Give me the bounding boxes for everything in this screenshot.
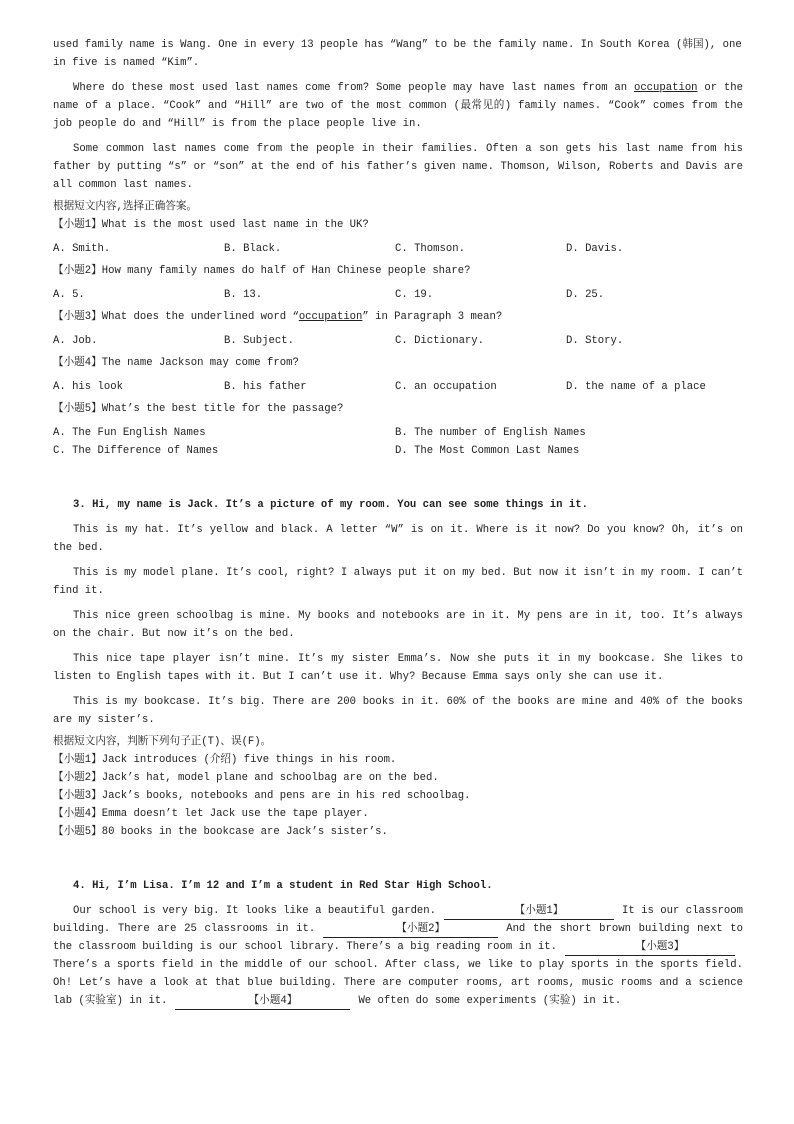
statement-text: Jack introduces (介绍) five things in his room. <box>101 754 397 766</box>
option-b[interactable]: B. 13. <box>224 289 263 301</box>
instruction: 根据短文内容，判断下列句子正(T)、误(F)。 <box>53 736 272 748</box>
option-a[interactable]: A. 5. <box>53 289 85 301</box>
option-d[interactable]: D. the name of a place <box>566 381 706 393</box>
passage-paragraph: used family name is Wang. One in every 13 people has “Wang” to be the family name. In South Korea (韩国), one in five is named “Kim”. <box>53 39 742 69</box>
text: And the short brown building next to the classroom building is our school library. There’s a big reading room in it. <box>53 923 743 953</box>
passage-paragraph: This is my hat. It’s yellow and black. A letter “W” is on it. Where is it now? Do you know? Oh, it’s on the bed. <box>53 524 743 554</box>
question-text: What’s the best title for the passage? <box>101 403 344 415</box>
question <box>53 308 743 326</box>
text: There’s a sports field in the middle of our school. After class, we like to play sports in the sports field. Oh! Let’s have a look at that blue building. There are computer rooms, art rooms, music rooms and a science lab (实验室) in it. <box>53 959 743 1007</box>
option-row <box>53 378 743 396</box>
text: It is our classroom building. There are 25 classrooms in it. <box>53 905 743 935</box>
option-b[interactable]: B. The number of English Names <box>395 427 586 439</box>
answer-blank-1[interactable]: 【小题1】 <box>444 904 614 920</box>
question-text: What is the most used last name in the UK? <box>101 219 369 231</box>
question-label: 【小题4】 <box>53 808 102 820</box>
section-heading: 4. Hi, I’m Lisa. I’m 12 and I’m a student in Red Star High School. <box>73 880 493 892</box>
option-a[interactable]: A. Smith. <box>53 243 111 255</box>
instruction: 根据短文内容,选择正确答案。 <box>53 201 198 213</box>
passage-paragraph: Some common last names come from the people in their families. Often a son gets his last name from his father by putting “s” or “son” at the end of his father’s given name. Thomson, Wilson, Roberts and Davis are all common last names. <box>53 143 743 191</box>
text: or the name of a place. “Cook” and “Hill” are two of the most common (最常见的) family names. “Cook” comes from the job people do and “Hill” is from the place people live in. <box>53 82 743 130</box>
document-page <box>53 36 743 1010</box>
option-c[interactable]: C. Dictionary. <box>395 335 485 347</box>
option-c[interactable]: C. an occupation <box>395 381 497 393</box>
answer-blank-2[interactable]: 【小题2】 <box>323 922 498 938</box>
option-a[interactable]: A. Job. <box>53 335 98 347</box>
passage-paragraph: This nice green schoolbag is mine. My books and notebooks are in it. My pens are in it, too. It’s always on the chair. But now it’s on the bed. <box>53 610 743 640</box>
statement-text: Emma doesn’t let Jack use the tape player. <box>101 808 369 820</box>
statement <box>53 769 743 787</box>
text: We often do some experiments (实验) in it. <box>358 995 622 1007</box>
option-a[interactable]: A. his look <box>53 381 123 393</box>
option-row <box>53 286 743 304</box>
passage-paragraph: This is my bookcase. It’s big. There are 200 books in it. 60% of the books are mine and 40% of the books are my sister’s. <box>53 696 743 726</box>
option-row <box>53 240 743 258</box>
underlined-word: occupation <box>633 82 698 94</box>
passage-paragraph: This is my model plane. It’s cool, right? I always put it on my bed. But now it isn’t in my room. I can’t find it. <box>53 567 743 597</box>
question-label: 【小题3】 <box>53 311 102 323</box>
option-d[interactable]: D. Story. <box>566 335 624 347</box>
question <box>53 400 743 418</box>
question <box>53 262 743 280</box>
question <box>53 354 743 372</box>
question-text: ” in Paragraph 3 mean? <box>362 311 503 323</box>
question-text: How many family names do half of Han Chinese people share? <box>101 265 471 277</box>
option-c[interactable]: C. 19. <box>395 289 434 301</box>
question <box>53 216 743 234</box>
statement <box>53 787 743 805</box>
passage-paragraph <box>53 79 743 133</box>
option-row <box>53 332 743 350</box>
option-b[interactable]: B. Black. <box>224 243 282 255</box>
statement-text: Jack’s hat, model plane and schoolbag are on the bed. <box>101 772 439 784</box>
question-text: The name Jackson may come from? <box>101 357 299 369</box>
underlined-word: occupation <box>298 311 363 323</box>
question-label: 【小题3】 <box>53 790 102 802</box>
question-label: 【小题2】 <box>53 772 102 784</box>
passage-paragraph: This nice tape player isn’t mine. It’s my sister Emma’s. Now she puts it in my bookcase. She likes to listen to English tapes with it. But I can’t use it. Why? Because Emma says only she can use it. <box>53 653 743 683</box>
option-c[interactable]: C. The Difference of Names <box>53 445 219 457</box>
option-a[interactable]: A. The Fun English Names <box>53 427 206 439</box>
option-d[interactable]: D. The Most Common Last Names <box>395 445 580 457</box>
question-label: 【小题1】 <box>53 754 102 766</box>
text: Where do these most used last names come from? Some people may have last names from an <box>73 82 634 94</box>
question-label: 【小题5】 <box>53 403 102 415</box>
question-label: 【小题2】 <box>53 265 102 277</box>
cloze-paragraph <box>53 902 743 1010</box>
statement-text: Jack’s books, notebooks and pens are in his red schoolbag. <box>101 790 471 802</box>
option-c[interactable]: C. Thomson. <box>395 243 465 255</box>
question-text: What does the underlined word “ <box>101 311 299 323</box>
option-grid <box>53 424 743 460</box>
question-label: 【小题5】 <box>53 826 102 838</box>
option-d[interactable]: D. 25. <box>566 289 605 301</box>
statement <box>53 751 743 769</box>
statement <box>53 823 743 841</box>
statement <box>53 805 743 823</box>
question-label: 【小题1】 <box>53 219 102 231</box>
section-heading: 3. Hi, my name is Jack. It’s a picture of my room. You can see some things in it. <box>73 499 588 511</box>
option-b[interactable]: B. Subject. <box>224 335 294 347</box>
answer-blank-3[interactable]: 【小题3】 <box>565 940 735 956</box>
answer-blank-4[interactable]: 【小题4】 <box>175 994 350 1010</box>
question-label: 【小题4】 <box>53 357 102 369</box>
text: Our school is very big. It looks like a beautiful garden. <box>73 905 437 917</box>
option-b[interactable]: B. his father <box>224 381 307 393</box>
option-d[interactable]: D. Davis. <box>566 243 624 255</box>
statement-text: 80 books in the bookcase are Jack’s sister’s. <box>101 826 388 838</box>
